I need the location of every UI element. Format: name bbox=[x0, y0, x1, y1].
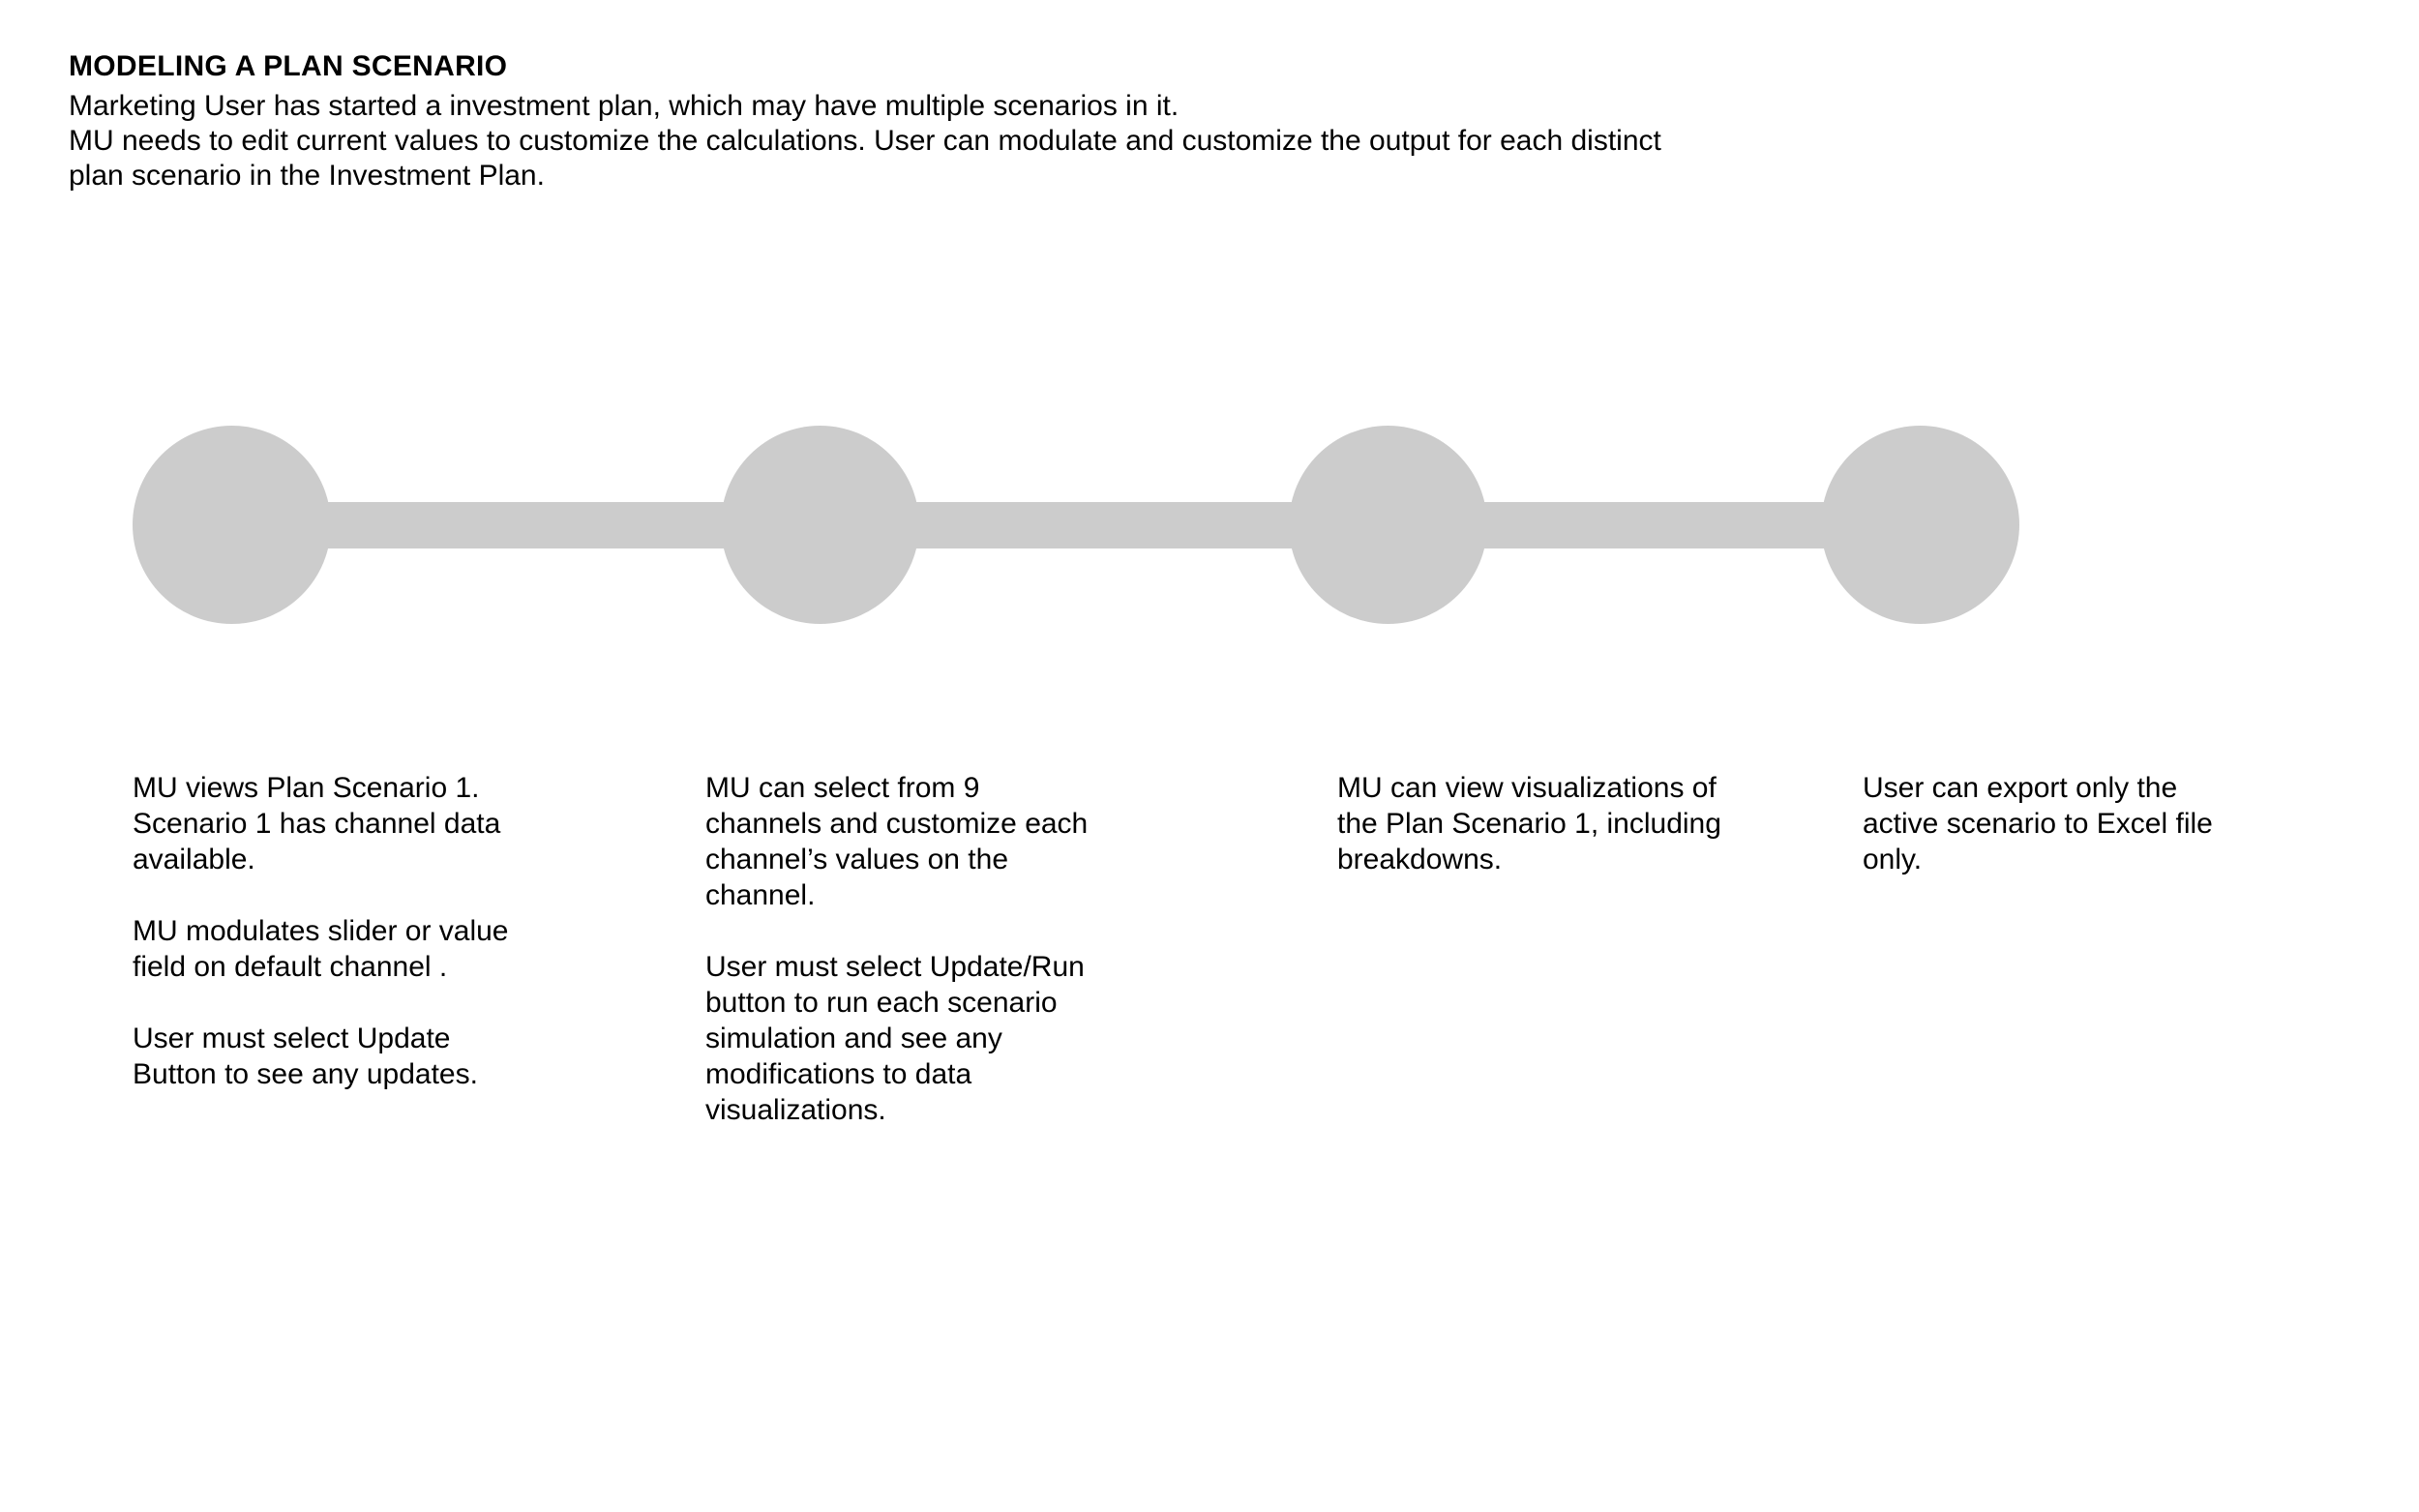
step-paragraph bbox=[705, 770, 1209, 913]
header bbox=[69, 48, 1907, 193]
page-title: MODELING A PLAN SCENARIO bbox=[69, 50, 508, 82]
step-description-4 bbox=[1863, 770, 2366, 913]
step-text-line: channels and customize each bbox=[705, 808, 1089, 840]
step-description-1 bbox=[133, 770, 636, 1128]
timeline-connector bbox=[1389, 502, 1848, 548]
step-text-line: button to run each scenario bbox=[705, 987, 1058, 1019]
step-text-line: simulation and see any bbox=[705, 1023, 1002, 1054]
step-paragraph bbox=[133, 913, 636, 985]
step-paragraph bbox=[1863, 770, 2366, 877]
step-text-line: Button to see any updates. bbox=[133, 1058, 478, 1090]
step-text-line: channel’s values on the bbox=[705, 844, 1009, 875]
step-text-line: field on default channel . bbox=[133, 951, 448, 983]
step-text-line: breakdowns. bbox=[1337, 844, 1503, 875]
step-text-line: User must select Update bbox=[133, 1023, 451, 1054]
step-text-line: MU can select from 9 bbox=[705, 772, 980, 804]
intro-line: MU needs to edit current values to customize the calculations. User can modulate and customize the output for each distinct bbox=[69, 125, 1661, 157]
step-text-line: MU modulates slider or value bbox=[133, 915, 509, 947]
step-text-line: MU can view visualizations of bbox=[1337, 772, 1717, 804]
step-description-2 bbox=[705, 770, 1209, 1164]
timeline-connector bbox=[232, 502, 750, 548]
step-text-line: User can export only the bbox=[1863, 772, 2178, 804]
intro-line: plan scenario in the Investment Plan. bbox=[69, 160, 545, 192]
step-text-line: visualizations. bbox=[705, 1094, 886, 1126]
timeline-connector bbox=[821, 502, 1324, 548]
timeline-node-3 bbox=[1289, 426, 1487, 624]
step-paragraph bbox=[1337, 770, 1840, 877]
timeline-node-4 bbox=[1821, 426, 2019, 624]
step-text-line: User must select Update/Run bbox=[705, 951, 1085, 983]
step-text-line: the Plan Scenario 1, including bbox=[1337, 808, 1721, 840]
step-description-3 bbox=[1337, 770, 1840, 913]
step-text-line: Scenario 1 has channel data bbox=[133, 808, 501, 840]
step-text-line: modifications to data bbox=[705, 1058, 972, 1090]
step-text-line: channel. bbox=[705, 879, 816, 911]
step-text-line: only. bbox=[1863, 844, 1923, 875]
timeline-node-2 bbox=[721, 426, 919, 624]
step-text-line: active scenario to Excel file bbox=[1863, 808, 2213, 840]
step-paragraph bbox=[133, 1021, 636, 1092]
intro-line: Marketing User has started a investment plan, which may have multiple scenarios in it. bbox=[69, 90, 1180, 122]
step-paragraph bbox=[133, 770, 636, 877]
step-text-line: MU views Plan Scenario 1. bbox=[133, 772, 480, 804]
timeline-node-1 bbox=[133, 426, 331, 624]
step-text-line: available. bbox=[133, 844, 255, 875]
step-paragraph bbox=[705, 949, 1209, 1128]
